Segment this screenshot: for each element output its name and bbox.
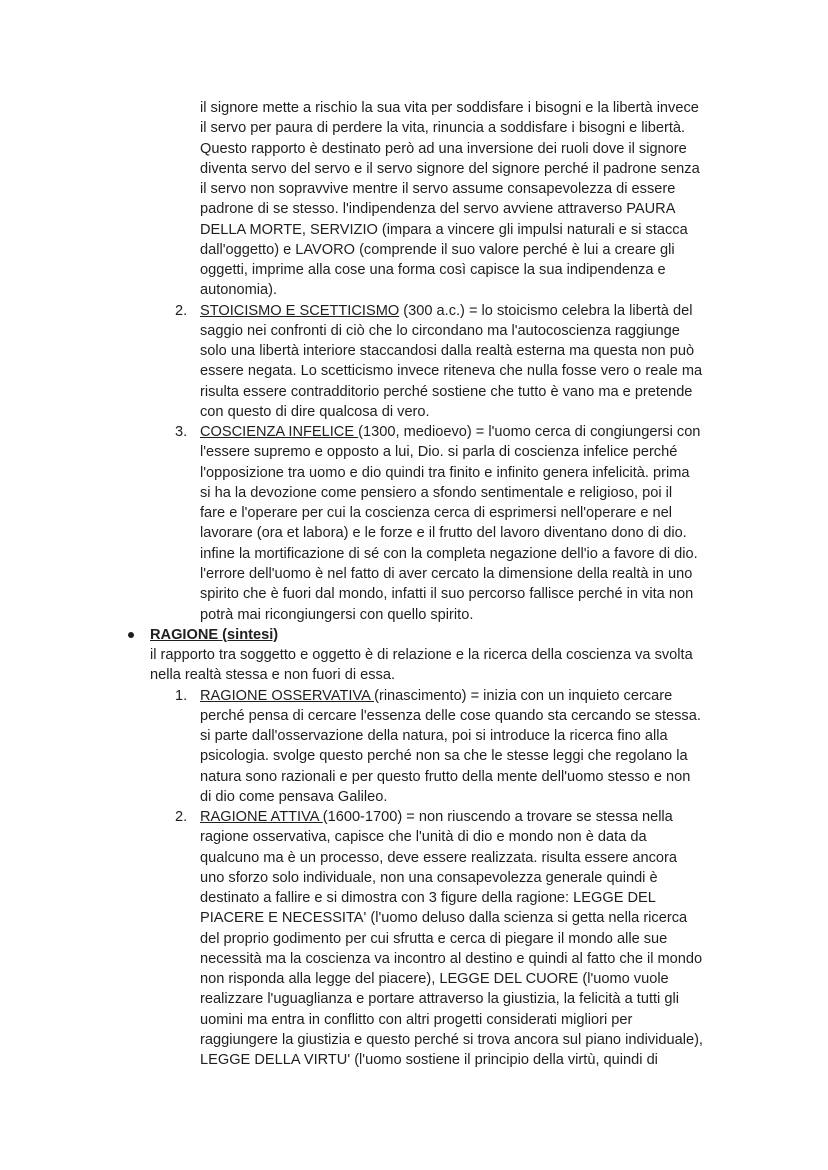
list-number: 2.	[175, 302, 188, 319]
text-line: qualcuno ma è un processo, deve essere realizzata. risulta essere ancora	[200, 849, 677, 866]
text-line: PIACERE E NECESSITA' (l'uomo deluso dalla scienza si getta nella ricerca	[200, 910, 688, 927]
text-line: il signore mette a rischio la sua vita per soddisfare i bisogni e la libertà invece	[200, 100, 699, 116]
text-line: raggiungere la giustizia e questo perché si trova ancora sul piano individuale),	[200, 1031, 703, 1048]
text-line: psicologia. svolge questo perché non sa che le stesse leggi che regolano la	[200, 748, 688, 765]
list-item-first-line	[200, 807, 673, 827]
list-item-first-line	[200, 301, 692, 321]
text-line: il servo non sopravvive mentre il servo assume consapevolezza di essere	[200, 181, 676, 198]
text-line: risulta essere contradditorio perché sostiene che tutto è vano ma e pretende	[200, 383, 693, 400]
text-line: spirito che è fuori dal mondo, infatti il suo percorso fallisce perché in vita non	[200, 586, 694, 603]
text-line: LEGGE DELLA VIRTU' (l'uomo sostiene il principio della virtù, quindi di	[200, 1052, 658, 1069]
list-item-text: (1300, medioevo) = l'uomo cerca di congiungersi con	[358, 424, 701, 441]
bullet-icon	[128, 632, 134, 638]
text-line: si ha la devozione come pensiero a sfondo sentimentale e religioso, poi il	[200, 484, 673, 501]
text-line: necessità ma la coscienza va incontro al destino e quindi al fatto che il mondo	[200, 950, 703, 967]
text-line: di dio come pensava Galileo.	[200, 788, 388, 805]
text-line: non risponda alla legge del piacere), LEGGE DEL CUORE (l'uomo vuole	[200, 971, 669, 988]
text-line: oggetti, imprime alla cose una forma così capisce la sua indipendenza e	[200, 262, 666, 279]
text-line: autonomia).	[200, 282, 278, 299]
text-line: l'errore dell'uomo è nel fatto di aver cercato la dimensione della realtà in uno	[200, 565, 693, 582]
text-line: uno sforzo solo individuale, non una consapevolezza generale quindi è	[200, 869, 658, 886]
list-item-first-line	[200, 686, 672, 706]
text-line: perché pensa di cercare l'essenza delle cose quando sta cercando se stessa.	[200, 707, 701, 724]
list-number: 2.	[175, 809, 188, 826]
text-line: il rapporto tra soggetto e oggetto è di relazione e la ricerca della coscienza va svolta	[150, 647, 693, 664]
list-item-heading: RAGIONE ATTIVA	[200, 809, 323, 826]
list-item-heading: STOICISMO E SCETTICISMO	[200, 302, 400, 319]
list-item-first-line	[200, 422, 700, 442]
text-line: lavorare (ora et labora) e le forze e il frutto del lavoro diventano dono di dio.	[200, 525, 687, 542]
text-line: dall'oggetto) e LAVORO (comprende il suo valore perché è lui a creare gli	[200, 241, 675, 258]
text-line: con questo di dire qualcosa di vero.	[200, 403, 430, 420]
text-line: del proprio godimento per cui sfrutta e cerca di piegare il mondo alle sue	[200, 930, 668, 947]
text-line: uomini ma entra in conflitto con altri progetti considerati migliori per	[200, 1011, 633, 1028]
text-line: si parte dall'osservazione della natura, poi si introduce la ricerca fino alla	[200, 728, 668, 745]
list-number: 1.	[175, 687, 188, 704]
text-line: essere negata. Lo scetticismo invece riteneva che nulla fosse vero o reale ma	[200, 363, 703, 380]
text-line: potrà mai ricongiungersi con quello spirito.	[200, 606, 474, 623]
text-line: l'essere supremo e opposto a lui, Dio. si parla di coscienza infelice perché	[200, 444, 678, 461]
list-item-text: (300 a.c.) = lo stoicismo celebra la libertà del	[399, 302, 693, 319]
section-heading: RAGIONE (sintesi)	[150, 626, 279, 643]
list-item-heading: COSCIENZA INFELICE	[200, 424, 359, 441]
text-line: nella realtà stessa e non fuori di essa.	[150, 667, 395, 684]
text-line: diventa servo del servo e il servo signore del signore perché il padrone senza	[200, 160, 700, 177]
list-number: 3.	[175, 424, 188, 441]
list-item-text: (rinascimento) = inizia con un inquieto cercare	[374, 687, 673, 704]
text-line: solo una libertà interiore staccandosi dalla realtà esterna ma questa non può	[200, 343, 695, 360]
text-line: il servo per paura di perdere la vita, rinuncia a soddisfare i bisogni e libertà.	[200, 120, 686, 137]
text-line: DELLA MORTE, SERVIZIO (impara a vincere gli impulsi naturali e si stacca	[200, 221, 688, 238]
text-line: realizzare l'uguaglianza e portare attraverso la giustizia, la felicità a tutti gli	[200, 991, 679, 1008]
text-line: saggio nei confronti di ciò che lo circondano ma l'autocoscienza raggiunge	[200, 322, 680, 339]
text-line: fare e l'operare per cui la coscienza cerca di esprimersi nell'operare e nel	[200, 505, 672, 522]
text-line: natura sono razionali e per questo frutto della mente dell'uomo stesso e non	[200, 768, 691, 785]
list-item-heading: RAGIONE OSSERVATIVA	[200, 687, 375, 704]
text-line: infine la mortificazione di sé con la completa negazione dell'io a favore di dio.	[200, 545, 698, 562]
list-item-text: (1600-1700) = non riuscendo a trovare se stessa nella	[322, 809, 673, 826]
text-line: padrone di se stesso. l'indipendenza del servo avviene attraverso PAURA	[200, 201, 676, 218]
text-line: l'opposizione tra uomo e dio quindi tra finito e infinito genera infelicità. prima	[200, 464, 690, 481]
text-line: ragione osservativa, capisce che l'unità di dio e mondo non è data da	[200, 829, 647, 846]
text-line: destinato a fallire e si dimostra con 3 figure della ragione: LEGGE DEL	[200, 890, 656, 907]
text-line: Questo rapporto è destinato però ad una inversione dei ruoli dove il signore	[200, 140, 687, 157]
